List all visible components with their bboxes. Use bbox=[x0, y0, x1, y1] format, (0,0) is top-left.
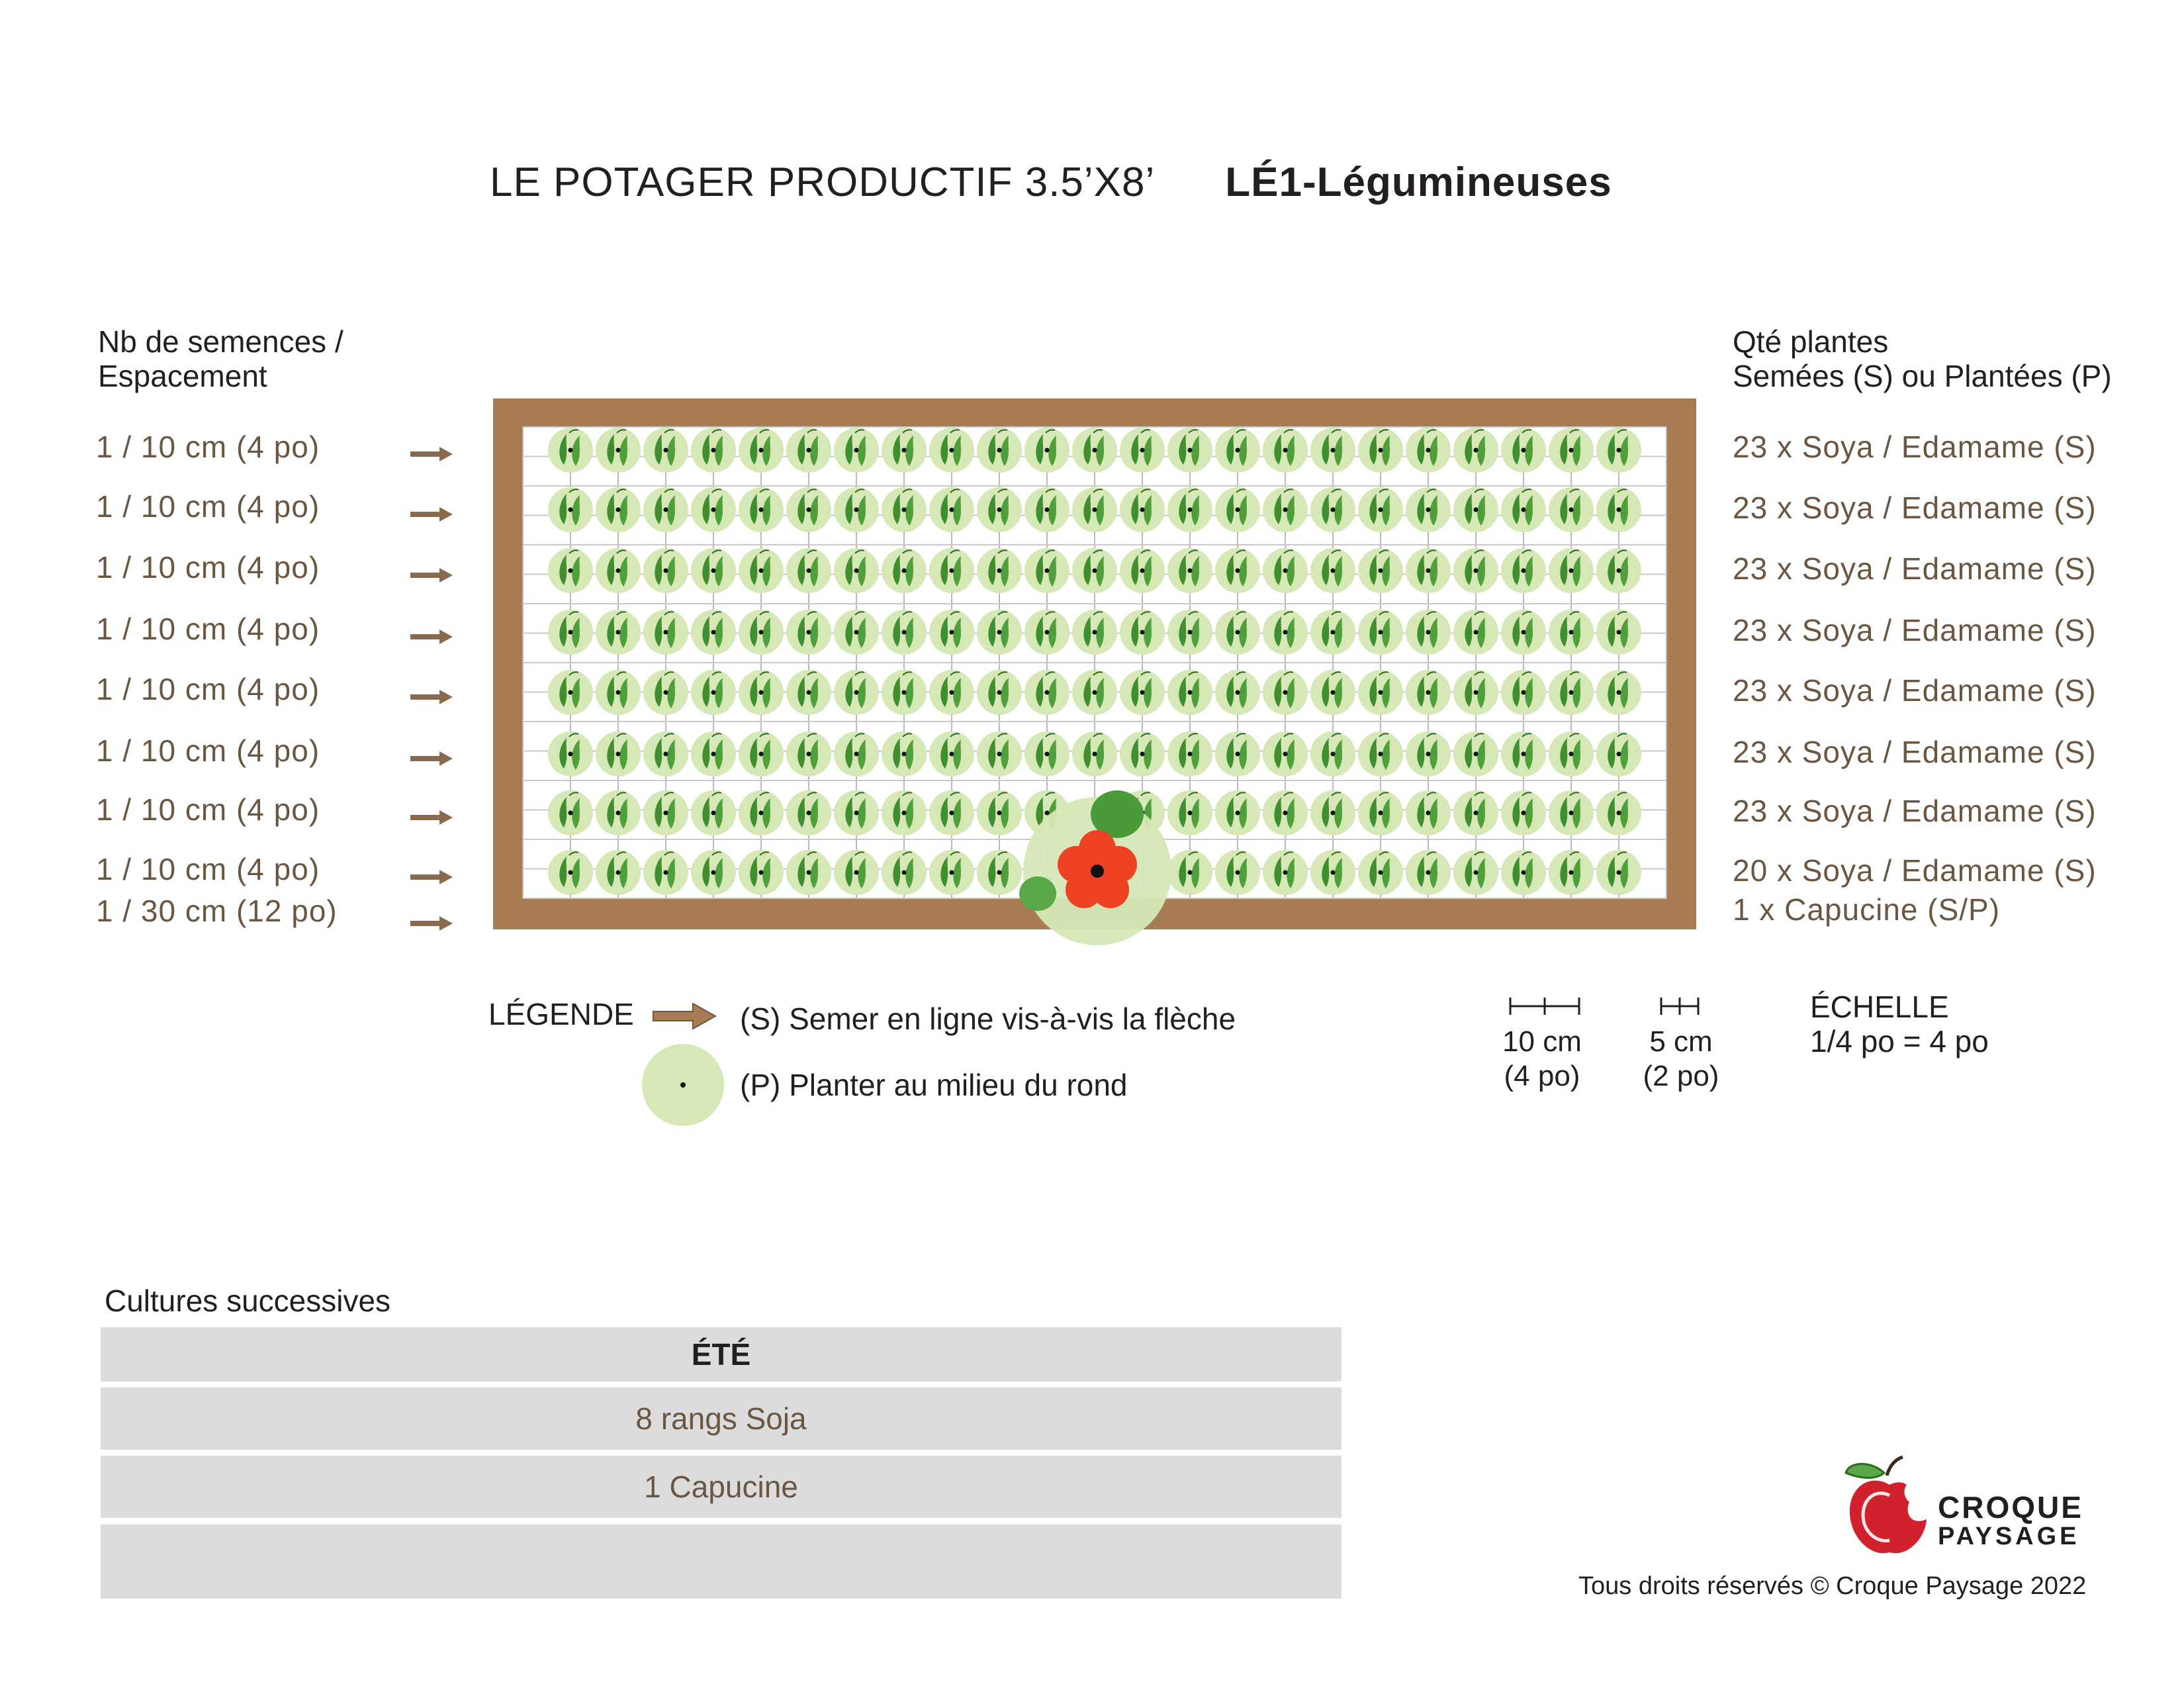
right-arrow-icon bbox=[410, 630, 453, 644]
quantity-label: 23 x Soya / Edamame (S) bbox=[1733, 491, 2097, 525]
right-header-line2: Semées (S) ou Plantées (P) bbox=[1733, 359, 2112, 393]
logo-text bbox=[1938, 1490, 2083, 1551]
quantity-label: 23 x Soya / Edamame (S) bbox=[1733, 613, 2097, 647]
scale-ratio: 1/4 po = 4 po bbox=[1810, 1024, 1989, 1058]
right-header-line1: Qté plantes bbox=[1733, 324, 1889, 359]
quantity-label: 1 x Capucine (S/P) bbox=[1733, 892, 2001, 927]
quantity-label: 23 x Soya / Edamame (S) bbox=[1733, 551, 2097, 586]
right-arrow-icon bbox=[410, 810, 453, 825]
garden-bed-grid bbox=[523, 427, 1666, 898]
scale-5cm-label: 5 cm bbox=[1649, 1025, 1713, 1058]
table-row bbox=[101, 1524, 1342, 1599]
spacing-label: 1 / 30 cm (12 po) bbox=[96, 894, 338, 928]
table-header-season: ÉTÉ bbox=[101, 1327, 1342, 1382]
successions-table bbox=[101, 1327, 1342, 1599]
spacing-label: 1 / 10 cm (4 po) bbox=[96, 612, 320, 646]
spacing-label: 1 / 10 cm (4 po) bbox=[96, 733, 320, 768]
successions-heading: Cultures successives bbox=[105, 1284, 391, 1318]
scale-5cm-icon bbox=[1659, 996, 1705, 1016]
scale-5cm bbox=[1621, 1025, 1741, 1094]
right-arrow-icon bbox=[410, 870, 453, 884]
scale-info bbox=[1810, 990, 1989, 1058]
right-arrow-icon bbox=[410, 507, 453, 522]
quantity-label: 23 x Soya / Edamame (S) bbox=[1733, 673, 2097, 708]
title-main: LE POTAGER PRODUCTIF 3.5’X8’ bbox=[490, 160, 1154, 205]
quantity-label: 23 x Soya / Edamame (S) bbox=[1733, 735, 2097, 769]
left-header bbox=[98, 324, 343, 393]
spacing-label: 1 / 10 cm (4 po) bbox=[96, 550, 320, 585]
right-arrow-icon bbox=[410, 751, 453, 766]
scale-5cm-po: (2 po) bbox=[1643, 1060, 1719, 1092]
scale-10cm-po: (4 po) bbox=[1504, 1060, 1580, 1092]
spacing-label: 1 / 10 cm (4 po) bbox=[96, 430, 320, 464]
spacing-label: 1 / 10 cm (4 po) bbox=[96, 792, 320, 827]
scale-10cm-icon bbox=[1508, 996, 1587, 1016]
legend-sow: (S) Semer en ligne vis-à-vis la flèche bbox=[740, 1002, 1236, 1036]
right-arrow-icon bbox=[410, 568, 453, 583]
page-title bbox=[490, 159, 1612, 206]
right-arrow-icon bbox=[410, 690, 453, 704]
table-row: 8 rangs Soja bbox=[101, 1387, 1342, 1450]
left-header-line2: Espacement bbox=[98, 359, 267, 393]
scale-title: ÉCHELLE bbox=[1810, 990, 1949, 1024]
right-arrow-icon bbox=[652, 1000, 718, 1033]
planting-circle-icon bbox=[641, 1043, 725, 1127]
legend-label: LÉGENDE bbox=[488, 997, 634, 1031]
scale-10cm bbox=[1482, 1025, 1602, 1094]
left-header-line1: Nb de semences / bbox=[98, 324, 343, 359]
legend-plant: (P) Planter au milieu du rond bbox=[740, 1068, 1128, 1102]
table-row: 1 Capucine bbox=[101, 1456, 1342, 1518]
right-header bbox=[1733, 324, 2112, 393]
spacing-label: 1 / 10 cm (4 po) bbox=[96, 489, 320, 524]
logo-line1: CROQUE bbox=[1938, 1490, 2083, 1524]
scale-10cm-label: 10 cm bbox=[1502, 1025, 1582, 1058]
spacing-label: 1 / 10 cm (4 po) bbox=[96, 852, 320, 886]
logo-line2: PAYSAGE bbox=[1938, 1523, 2080, 1550]
spacing-label: 1 / 10 cm (4 po) bbox=[96, 672, 320, 706]
title-sub: LÉ1-Légumineuses bbox=[1225, 160, 1612, 205]
quantity-label: 23 x Soya / Edamame (S) bbox=[1733, 430, 2097, 464]
right-arrow-icon bbox=[410, 447, 453, 461]
right-arrow-icon bbox=[410, 916, 453, 931]
quantity-label: 23 x Soya / Edamame (S) bbox=[1733, 794, 2097, 828]
copyright-footer: Tous droits réservés © Croque Paysage 2022 bbox=[1578, 1572, 2087, 1600]
apple-logo-icon bbox=[1843, 1453, 1936, 1559]
quantity-label: 20 x Soya / Edamame (S) bbox=[1733, 853, 2097, 888]
